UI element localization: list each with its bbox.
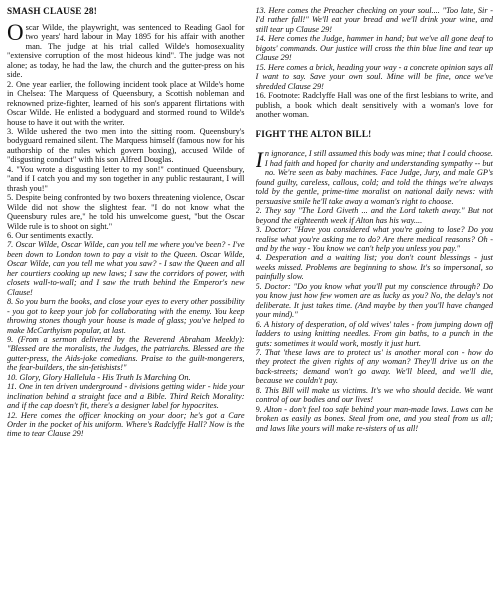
right-top-paragraphs — [256, 6, 494, 119]
paragraph: 2. One year earlier, the following incident took place at Wilde's home in Chelsea: The Marquess of Queensbury, a Scottish nobleman and reknowned prize-fighter, learned of his son's apparent flirtations with Oscar Wilde. He enlisted a bodyguard and stormed round to Wilde's house to have it out with the writer. — [7, 79, 245, 127]
paragraph: 10. Glory, Glory Hallelula - His Truth Is Marching On. — [7, 372, 191, 382]
paragraph: 3. Doctor: "Have you considered what you're going to lose? Do you realise what you're asking me to do? Are there medical reasons? Oh - and by the way - You know we can't help you unless you pay." — [255, 225, 493, 253]
paragraph: 8. This Bill will make us victims. It's we who should decide. We want control of our bodies and our lives! — [255, 385, 493, 405]
paragraph: 7. That 'these laws are to protect us' is another moral con - how do they protect the given rights of any woman? They'll drive us on the back-streets; demand won't go away. We'll bleed, and we'll die, because we couldn't pay. — [255, 347, 493, 386]
paragraph: 2. They say "The Lord Giveth ... and the Lord taketh away." But not beyond the eighteenth week if Alton has his way.... — [255, 206, 493, 225]
right-column — [256, 6, 494, 604]
paragraph: 15. Here comes a brick, heading your way - a concrete opinion says all I want to say. Save your own soul. Mine will be fine, once we've shredded Clause 29! — [255, 62, 493, 91]
paragraph: 5. Despite being confronted by two boxers threatening violence, Oscar Wilde did not show the slightest fear. "I do not know what the Queensbury rules are," he told his unwelcome guest, "but the Oscar Wilde rule is to shoot on sight." — [7, 193, 245, 231]
article-title-alton-bill: FIGHT THE ALTON BILL! — [255, 129, 372, 140]
left-column — [7, 6, 245, 604]
intro-paragraph — [7, 20, 245, 80]
paragraph: 5. Doctor: "Do you know what you'll put my conscience through? Do you know just how few women are as lucky as you? No, the delay's not deliberate. It just takes time. (And maybe by then you'll have changed your mind)." — [255, 281, 493, 320]
paragraph: 13. Here comes the Preacher checking on your soul.... "Too late, Sir - I'd rather fall!" We'll eat your bread and we'll drink your wine, and still tear up Clause 29! — [255, 6, 493, 34]
drop-cap: I — [255, 147, 263, 173]
paragraph: 7. Oscar Wilde, Oscar Wilde, can you tell me where you've been? - I've been down to London town to pay a visit to the Queen. Oscar Wilde, Oscar Wilde, can you tell me what you saw? - I saw the Queen and all her courtiers cooking up new laws; I saw the corridors of power, with closets wall-to-wall; and I saw the truth behind the Emperor's new Clause! — [7, 240, 245, 297]
paragraph: 6. Our sentiments exactly. — [7, 230, 94, 240]
right-paragraphs — [256, 206, 494, 433]
paragraph: 4. "You wrote a disgusting letter to my son!" continued Queensbury, "and if I catch you and my son together in any public restaurant, I will thrash you!" — [7, 164, 245, 193]
paragraph: 14. Here comes the Judge, hammer in hand; but we've all gone deaf to bigots' commands. Our justice will cross the thin blue line and tear up Clause 29! — [255, 34, 493, 63]
intro-paragraph — [256, 149, 494, 206]
paragraph: 3. Wilde ushered the two men into the sitting room. Queensbury's bodyguard remained silent. The Marquess himself (famous now for his authorship of the rules which govern boxing), accused Wilde of "disgusting conduct" with his son Alfred Douglas. — [7, 126, 245, 165]
paragraph: 11. One in ten driven underground - divisions getting wider - hide your inclination behind a straight face and a Bible. Third Reich Morality: and if the cap doesn't fit, there's a designer label for hypocrites. — [7, 382, 245, 411]
intro-text: scar Wilde, the playwright, was sentenced to Reading Gaol for two years' hard labour in May 1895 for his affair with another man. The judge at his trial called Wilde's homosexuality "extensive corruption of the most hideous kind". The judge was not alone; as today, he had the law, the church and the gutter-press on his side. — [7, 23, 245, 80]
paragraph: 4. Desperation and a waiting list; you don't count blessings - just weeks missed. Problems are beginning to show. It's so impersonal, so painfully slow. — [255, 253, 493, 282]
article-title-clause-28: SMASH CLAUSE 28! — [7, 6, 97, 16]
paragraph: 9. (From a sermon delivered by the Reverend Abraham Meekly): "Blessed are the moralists, the Judges, the patriarchs. Blessed are the gutter-press, the Aids-joke comedians. Praise to the guilt-mongerers, the fear-builders, the sin-fetishists!" — [7, 334, 245, 373]
drop-cap: O — [7, 20, 24, 45]
paragraph: 9. Alton - don't feel too safe behind your man-made laws. Laws can be broken as easily as bones. Steal from one, and you steal from us all; and laws like yours will make re-sisters of us all! — [255, 404, 493, 433]
intro-text: n ignorance, I still assumed this body was mine; that I could choose. I had faith and hoped for charity and understanding sympathy -- but no. We're seen as baby machines. Face Judge, Jury, and male GP's found guilty, careless, callous, cold; and told the things we're always told by the gentle, prime-time moralist on national daily news: with persuasive smile he'll take away a woman's right to choose. — [255, 149, 493, 206]
paragraph: 8. So you burn the books, and close your eyes to every other possibility - you got to keep your job for collaborating with the enemy. You keep throwing stones though your house is made of glass; you've helped to make McCarthyism popular, at last. — [7, 297, 245, 335]
paragraph: 16. Footnote: Radclyffe Hall was one of the first lesbians to write, and publish, a book which dealt sensitively with a woman's love for another woman. — [255, 91, 493, 119]
left-paragraphs — [7, 80, 245, 439]
paragraph: 6. A history of desperation, of old wives' tales - from jumping down off ladders to using knitting needles. From gin baths, to a punch in the guts: sometimes it would work, mostly it just hurt. — [255, 319, 493, 348]
paragraph: 12. Here comes the officer knocking on your door; he's got a Care Order in the pocket of his uniform. Where's Radclyffe Hall? Now is the time to tear Clause 29! — [7, 410, 245, 439]
